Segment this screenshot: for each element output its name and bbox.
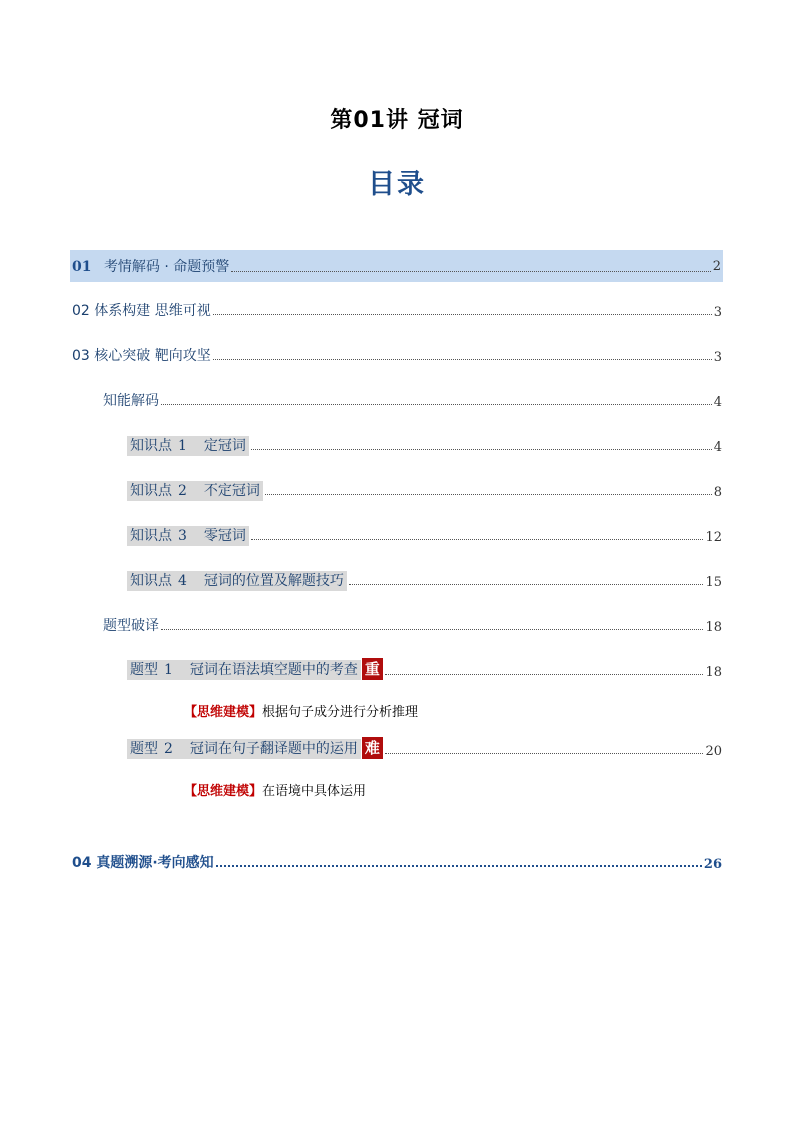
toc-entry-prefix: 题型 (127, 739, 161, 759)
toc-entry-01[interactable] (70, 250, 723, 282)
toc-entry-number: 2 (175, 481, 190, 501)
toc-page-number: 4 (713, 440, 722, 455)
toc-leader-dots (251, 539, 704, 540)
toc-page-number: 3 (713, 305, 722, 320)
toc-entry-prefix: 知识点 (127, 436, 175, 456)
toc-entry-label: 冠词在句子翻译题中的运用 (176, 739, 361, 759)
document-title: 第01讲 冠词 (330, 108, 464, 133)
toc-page-number: 12 (705, 530, 722, 545)
thinking-model-note-1 (184, 701, 418, 720)
toc-entry-04[interactable] (72, 848, 722, 874)
toc-entry-label: 02 体系构建 思维可视 (72, 303, 211, 319)
toc-leader-dots (231, 271, 710, 272)
toc-leader-dots (251, 449, 712, 450)
toc-entry-number: 2 (161, 739, 176, 759)
toc-leader-dots (213, 314, 712, 315)
note-tag: 【思维建模】 (184, 705, 263, 720)
toc-entry-question-types[interactable] (103, 611, 722, 637)
toc-entry-label: 04 真题溯源·考向感知 (72, 855, 214, 871)
toc-entry-label: 冠词的位置及解题技巧 (190, 571, 347, 591)
toc-page-number: 15 (705, 575, 722, 590)
toc-entry-knowledge-point-4[interactable] (127, 566, 722, 592)
toc-entry-number: 4 (175, 571, 190, 591)
toc-leader-dots (385, 753, 704, 754)
toc-entry-prefix: 知识点 (127, 571, 175, 591)
toc-entry-02[interactable] (72, 296, 722, 322)
toc-page-number: 26 (703, 857, 722, 872)
toc-entry-knowledge-point-1[interactable] (127, 431, 722, 457)
toc-entry-prefix: 题型 (127, 660, 161, 680)
toc-entry-03[interactable] (72, 341, 722, 367)
toc-leader-dots (161, 629, 703, 630)
toc-leader-dots (385, 674, 704, 675)
toc-entry-label: 定冠词 (190, 436, 249, 456)
toc-page-number: 18 (705, 620, 722, 635)
key-point-badge: 重 (362, 658, 383, 680)
toc-entry-number: 01 (72, 259, 92, 275)
toc-page-number: 2 (712, 258, 721, 274)
toc-entry-number: 1 (161, 660, 176, 680)
toc-leader-dots (349, 584, 704, 585)
toc-page-number: 20 (705, 744, 722, 759)
toc-entry-knowledge-point-3[interactable] (127, 521, 722, 547)
toc-entry-label: 03 核心突破 靶向攻坚 (72, 348, 211, 364)
toc-entry-label: 不定冠词 (190, 481, 263, 501)
toc-leader-dots (216, 865, 702, 867)
toc-heading: 目录 (368, 169, 426, 200)
toc-entry-question-type-2[interactable] (127, 735, 722, 761)
note-text: 根据句子成分进行分析推理 (262, 705, 419, 720)
toc-entry-prefix: 知识点 (127, 526, 175, 546)
toc-leader-dots (265, 494, 712, 495)
toc-entry-label: 冠词在语法填空题中的考查 (176, 660, 361, 680)
note-tag: 【思维建模】 (184, 784, 263, 799)
toc-entry-number: 1 (175, 436, 190, 456)
toc-entry-prefix: 知识点 (127, 481, 175, 501)
toc-leader-dots (213, 359, 712, 360)
toc-page-number: 18 (705, 665, 722, 680)
toc-entry-label: 考情解码 · 命题预警 (103, 259, 230, 275)
toc-entry-knowledge-point-2[interactable] (127, 476, 722, 502)
toc-page-number: 8 (713, 485, 722, 500)
toc-entry-label: 零冠词 (190, 526, 249, 546)
note-text: 在语境中具体运用 (262, 784, 367, 799)
toc-entry-label: 知能解码 (103, 393, 159, 409)
toc-entry-knowledge[interactable] (103, 386, 722, 412)
toc-page-number: 4 (713, 395, 722, 410)
toc-entry-label: 题型破译 (103, 618, 159, 634)
toc-page-number: 3 (713, 350, 722, 365)
toc-entry-question-type-1[interactable] (127, 656, 722, 682)
difficulty-badge: 难 (362, 737, 383, 759)
thinking-model-note-2 (184, 780, 366, 799)
toc-entry-number: 3 (175, 526, 190, 546)
toc-leader-dots (161, 404, 712, 405)
